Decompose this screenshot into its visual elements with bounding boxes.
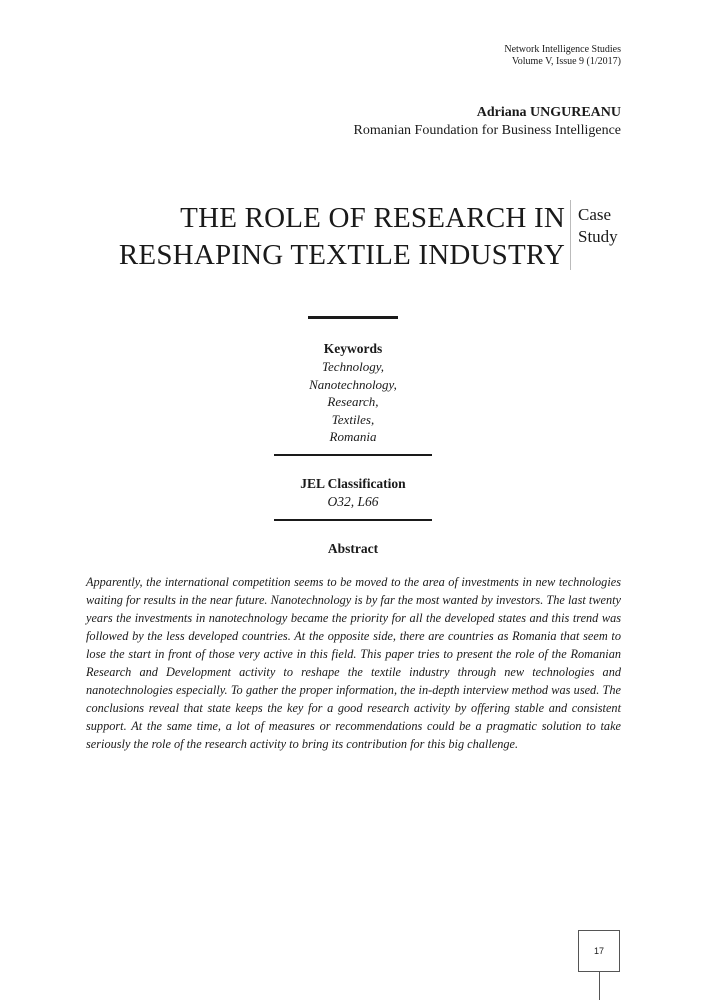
keywords-section <box>253 340 453 446</box>
author-block <box>353 104 621 140</box>
author-affiliation: Romanian Foundation for Business Intelligence <box>353 123 621 138</box>
paper-type-line-1: Case <box>578 205 612 224</box>
keyword-item: Romania <box>329 429 377 444</box>
keyword-item: Textiles, <box>331 411 375 427</box>
journal-name: Network Intelligence Studies <box>504 44 621 55</box>
paper-title <box>85 200 565 274</box>
paper-title-line-2: RESHAPING TEXTILE INDUSTRY <box>118 239 565 271</box>
keyword-item: Research, <box>327 394 379 409</box>
paper-type-line-2: Study <box>578 227 618 246</box>
section-rule-middle <box>274 454 432 456</box>
author-name: Adriana UNGUREANU <box>476 105 621 120</box>
page-number-box <box>578 930 620 972</box>
paper-type <box>578 204 618 248</box>
keywords-heading: Keywords <box>323 341 383 356</box>
page-number: 17 <box>593 946 604 956</box>
paper-title-line-1: THE ROLE OF RESEARCH IN <box>180 202 565 234</box>
journal-issue: Volume V, Issue 9 (1/2017) <box>511 56 621 67</box>
title-divider <box>570 200 571 270</box>
section-rule-bottom <box>274 519 432 521</box>
keyword-item: Nanotechnology, <box>309 376 397 392</box>
keyword-item: Technology, <box>322 359 384 374</box>
jel-section <box>253 475 453 510</box>
page-number-line <box>599 972 600 1000</box>
jel-codes: O32, L66 <box>327 494 379 509</box>
jel-heading: JEL Classification <box>300 476 406 491</box>
abstract-heading: Abstract <box>327 541 379 556</box>
journal-header <box>504 44 621 68</box>
abstract-text: Apparently, the international competition seems to be moved to the area of investments in new technologies waiting for results in the near future. Nanotechnology is by far the most wanted by investors. The last twenty years the investments in nanotechnology became the priority for all the developed states and this trend was followed by the less developed countries. At the opposite side, there are countries as Romania that seem to lose the start in front of those very active in this field. This paper tries to present the role of the Romanian Research and Development activity to reshape the textile industry through new technologies and nanotechnologies especially. To gather the proper information, the in-depth interview method was used. The conclusions reveal that state keeps the key for a good research activity by offering stable and consistent support. At the same time, a lot of measures or recommendations could be a pragmatic solution to take seriously the role of the research activity to bring its contribution for this big challenge. <box>86 575 621 751</box>
section-rule-top <box>308 316 398 319</box>
